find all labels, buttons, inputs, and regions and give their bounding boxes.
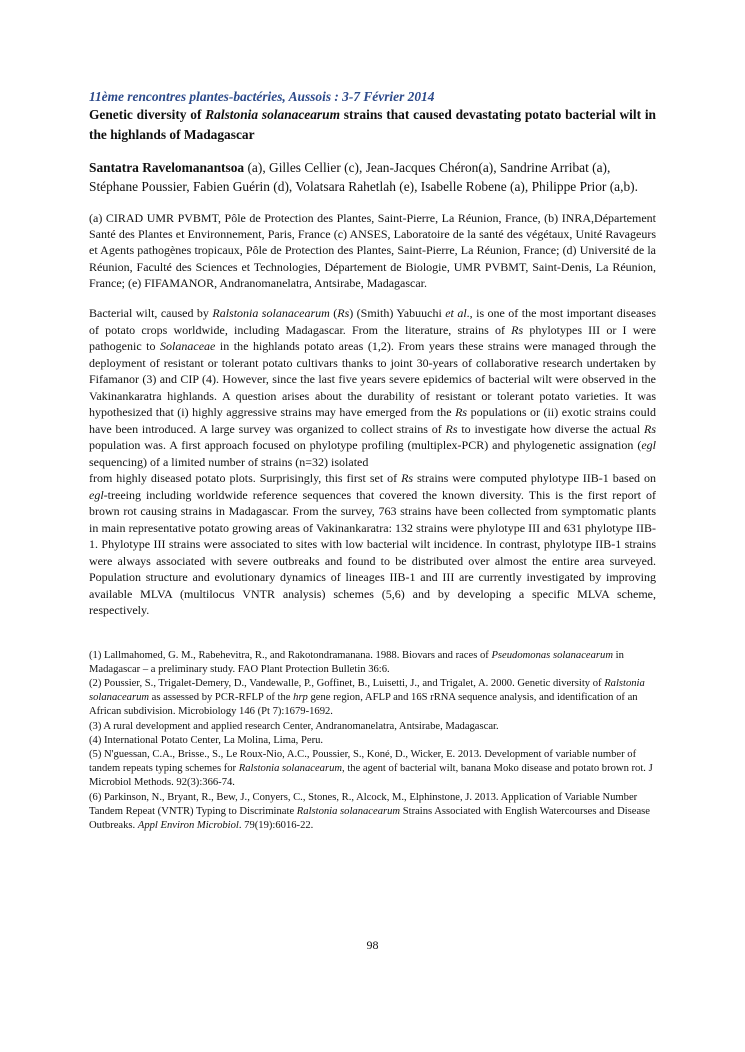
abstract-text: population was. A first approach focused on phylotype profiling (multiplex-PCR) and phylogenetic assignation ( (89, 438, 642, 453)
reference-6 (89, 791, 656, 834)
affiliations: (a) CIRAD UMR PVBMT, Pôle de Protection des Plantes, Saint-Pierre, La Réunion, France, (b) INRA,Département Santé des Plantes et Environnement, Paris, France (c) ANSES, Laboratoire de la santé des végétaux, Unité Ravageurs et Agents pathogènes tropicaux, Pôle de Protection des Plantes, Saint-Pierre, La Réunion, France; (d) Université de la Réunion, Faculté des Sciences et Technologies, Département de Biologie, UMR PVBMT, Saint-Denis, La Réunion, France; (e) FIFAMANOR, Andranomanelatra, Antsirabe, Madagascar. (89, 211, 656, 290)
ref-text: . 79(19):6016-22. (238, 819, 314, 831)
paper-page (89, 88, 656, 833)
ref-italic: Ralstonia solanacearum (238, 763, 343, 775)
abstract-text: ) (Smith) Yabuuchi (349, 306, 446, 321)
title-text: Genetic diversity of (89, 107, 206, 122)
abstract-text: to investigate how diverse the actual (457, 421, 644, 436)
ref-text: (2) Poussier, S., Trigalet-Demery, D., Vandewalle, P., Goffinet, B., Luisetti, J., and Trigalet, A. 2000. Genetic diversity of (89, 677, 605, 689)
abstract-text: strains were computed phylotype IIB-1 based on (413, 471, 657, 486)
reference-3: (3) A rural development and applied research Center, Andranomanelatra, Antsirabe, Madagascar. (89, 720, 499, 732)
conference-header: 11ème rencontres plantes-bactéries, Aussois : 3-7 Février 2014 (89, 89, 435, 104)
abstract-text: -treeing including worldwide reference sequences that covered the known diversity. This is the first report of brown rot causing strains in Madagascar. From the survey, 763 strains have been collected from symptomatic plants in main representative potato growing areas of Vakinankaratra: 132 strains were phylotype III and 631 phylotype IIB-1. Phylotype III strains were associated to sites with low bacterial wilt incidence. In contrast, phylotype IIB-1 strains were always associated with severe outbreaks and found to be distributed over almost the entire area surveyed. Population structure and evolutionary dynamics of lineages IIB-1 and III are currently investigated by improving available MLVA (multilocus VNTR analysis) schemes (5,6) and by developing a specific MLVA scheme, respectively. (89, 487, 656, 618)
ref-italic: Appl Environ Microbiol (137, 819, 239, 831)
author-list (89, 159, 656, 196)
ref-text: as assessed by PCR-RFLP of the (149, 692, 294, 704)
ref-text: Strains Associated with English Watercourses and Disease Outbreaks. (89, 805, 651, 831)
abstract-italic: Rs (511, 322, 524, 337)
reference-1 (89, 649, 656, 677)
co-authors: (a), Gilles Cellier (c), Jean-Jacques Chéron(a), Sandrine Arribat (a), Stéphane Poussier, Fabien Guérin (d), Volatsara Rahetlah (e), Isabelle Robene (a), Philippe Prior (a,b). (89, 160, 638, 194)
ref-text: (6) Parkinson, N., Bryant, R., Bew, J., Conyers, C., Stones, R., Alcock, M., Elphinstone, J. 2013. Application of Variable Number Tandem Repeat (VNTR) Typing to Discriminate (89, 791, 638, 817)
abstract-italic: Rs (455, 405, 468, 420)
abstract-text: ( (329, 306, 338, 321)
title-text-end: strains that caused devastating potato bacterial wilt in the highlands of Madagascar (89, 107, 656, 142)
abstract-text: phylotypes III or I were pathogenic to (89, 322, 657, 354)
abstract-italic: Rs (644, 421, 656, 436)
reference-5 (89, 748, 656, 791)
ref-italic: Pseudomonas solanacearum (491, 649, 613, 661)
abstract-italic: Ralstonia solanacearum (212, 306, 330, 321)
ref-text: in Madagascar – a preliminary study. FAO Plant Protection Bulletin 36:6. (89, 649, 624, 675)
abstract-italic: Rs (401, 471, 414, 486)
abstract-italic: egl (89, 487, 104, 502)
abstract-text: Bacterial wilt, caused by (89, 306, 213, 321)
page-number: 98 (366, 938, 379, 952)
reference-4: (4) International Potato Center, La Molina, Lima, Peru. (89, 734, 324, 746)
abstract-italic: Rs (445, 421, 458, 436)
ref-italic: hrp (293, 692, 308, 704)
abstract-text: populations or (ii) exotic strains could have been introduced. A large survey was organized to collect strains of (89, 405, 656, 436)
abstract-text: in the highlands potato areas (1,2). From years these strains were managed through the deployment of resistant or tolerant potato cultivars thanks to joint 30-years of collaborative research undertaken by Fifamanor (3) and CIP (4). However, since the last five years severe epidemics of bacterial wilt were observed in the Vakinankaratra highlands. A question arises about the durability of resistant or tolerant potato varieties. It was hypothesized that (i) highly aggressive strains may have emerged from the (89, 339, 656, 420)
abstract-body (89, 305, 656, 619)
lead-author: Santatra Ravelomanantsoa (89, 160, 245, 175)
paper-title (89, 105, 656, 145)
ref-text: , the agent of bacterial wilt, banana Moko disease and potato brown rot. J Microbiol Methods. 92(3):366-74. (89, 763, 653, 789)
abstract-text: from highly diseased potato plots. Surprisingly, this first set of (89, 471, 402, 486)
title-species: Ralstonia solanacearum (205, 107, 340, 122)
reference-2 (89, 677, 656, 720)
abstract-text: sequencing) of a limited number of strains (n=32) isolated (89, 454, 369, 469)
abstract-text: ., is one of the most important diseases of potato crops worldwide, including Madagascar. From the literature, strains of (89, 306, 657, 337)
abstract-italic: Solanaceae (160, 339, 216, 354)
abstract-italic: Rs (337, 306, 350, 321)
ref-text: (5) N'guessan, C.A., Brisse., S., Le Roux-Nio, A.C., Poussier, S., Koné, D., Wicker, E. 2013. Development of variable number of tandem repeats typing schemes for (89, 748, 637, 775)
ref-italic: Ralstonia solanacearum (89, 677, 645, 704)
reference-list (89, 649, 656, 834)
abstract-italic: egl (641, 438, 656, 453)
ref-italic: Ralstonia solanacearum (296, 805, 401, 817)
abstract-italic: et al (445, 306, 467, 321)
ref-text: gene region, AFLP and 16S rRNA sequence analysis, and identification of an African subdivision. Microbiology 146 (Pt 7):1679-1692. (89, 692, 638, 718)
ref-text: (1) Lallmahomed, G. M., Rabehevitra, R., and Rakotondramanana. 1988. Biovars and races of (89, 649, 492, 661)
